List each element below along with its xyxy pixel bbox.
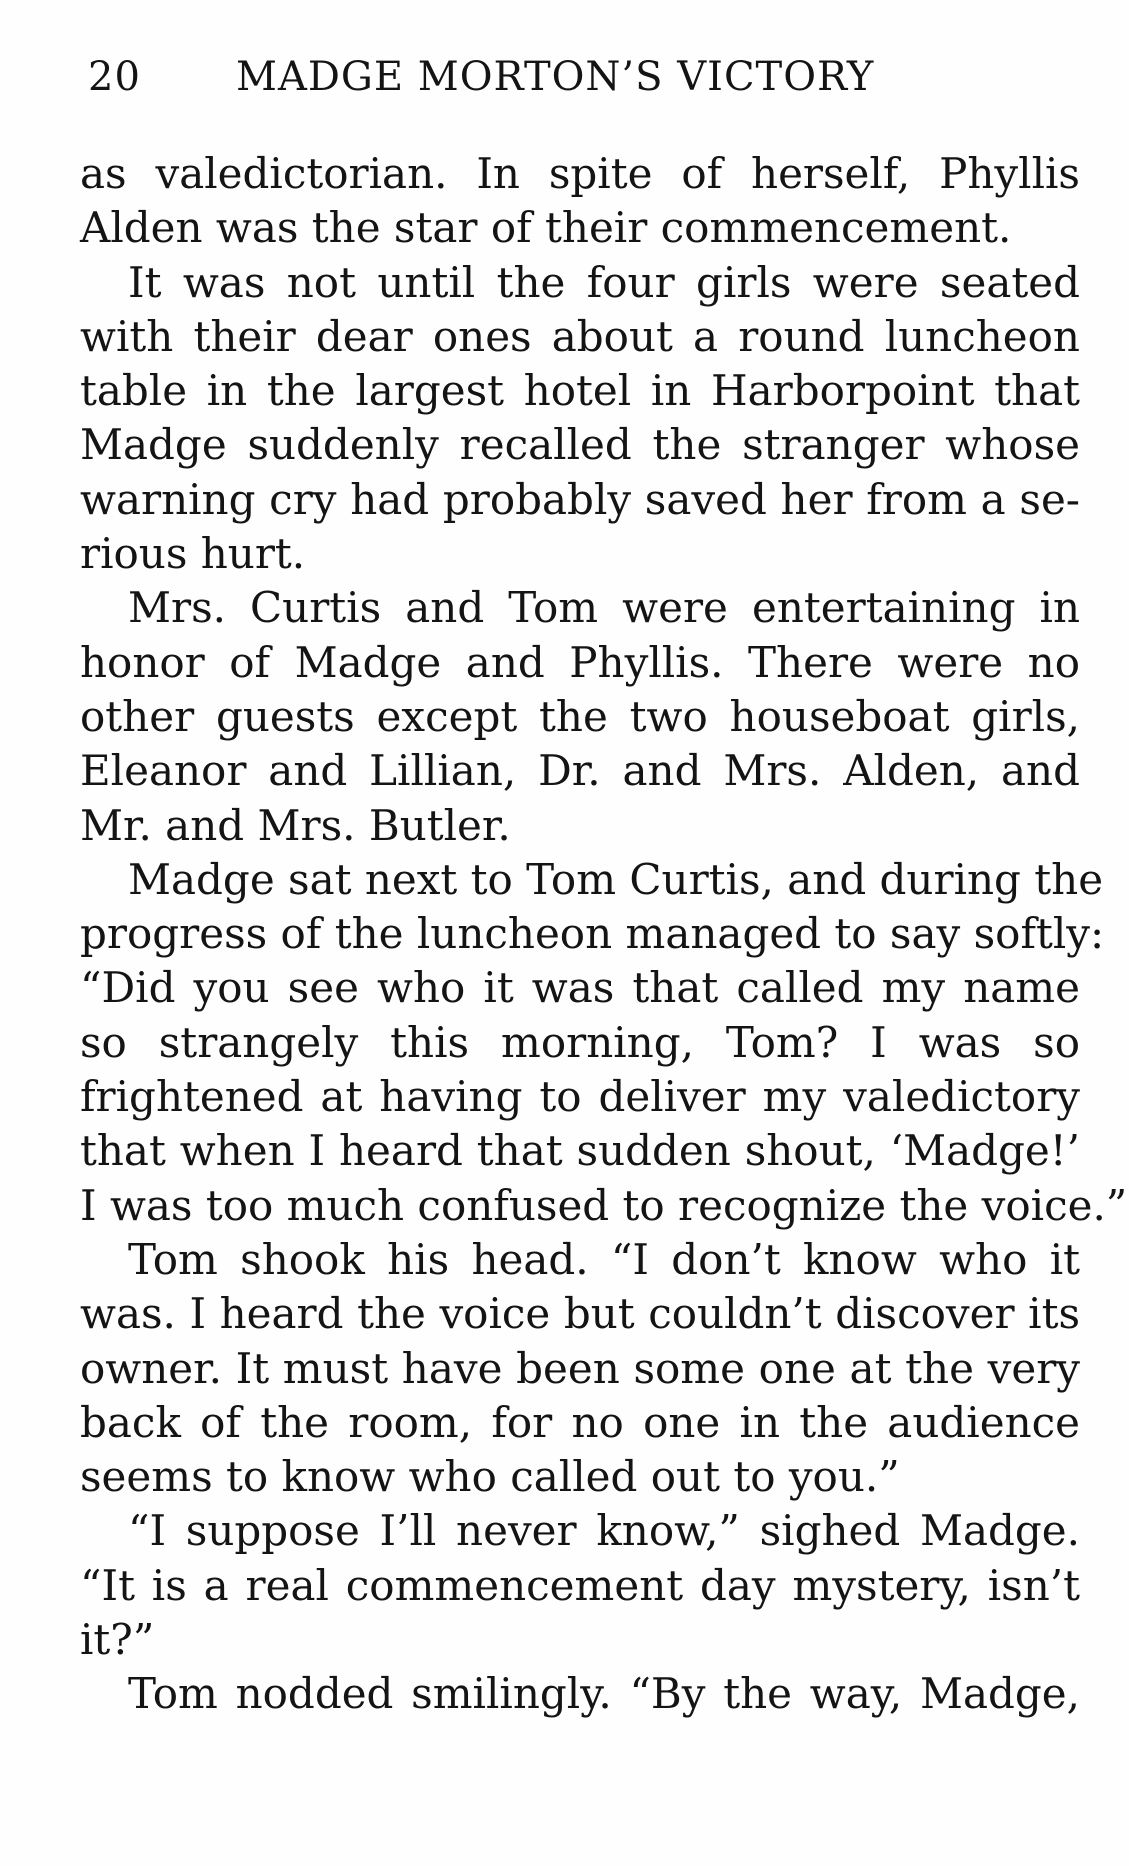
text-line: Madge suddenly recalled the stranger whose — [80, 420, 1080, 470]
text-line: “I suppose I’ll never know,” sighed Madge. — [128, 1506, 1080, 1556]
text-line: seems to know who called out to you.” — [80, 1452, 900, 1502]
running-head: MADGE MORTON’S VICTORY — [236, 54, 875, 100]
text-line: that when I heard that sudden shout, ‘Madge!’ — [80, 1126, 1080, 1176]
text-line: as valedictorian. In spite of herself, Phyllis — [80, 149, 1080, 198]
text-line: Alden was the star of their commencement. — [80, 203, 1012, 253]
text-line: other guests except the two houseboat girls, — [80, 691, 1080, 741]
text-line: progress of the luncheon managed to say softly: — [80, 909, 1105, 959]
text-line: rious hurt. — [80, 529, 306, 579]
text-line: It was not until the four girls were seated — [128, 257, 1080, 307]
page-header — [88, 46, 1008, 108]
text-line: back of the room, for no one in the audience — [80, 1397, 1080, 1447]
text-line: so strangely this morning, Tom? I was so — [80, 1017, 1080, 1067]
page-number: 20 — [88, 54, 141, 100]
text-line: Mr. and Mrs. Butler. — [80, 800, 511, 850]
text-line: warning cry had probably saved her from a se- — [80, 474, 1080, 524]
text-line: Mrs. Curtis and Tom were entertaining in — [128, 583, 1080, 633]
text-line: it?” — [80, 1615, 155, 1665]
body-text — [80, 147, 1128, 1722]
text-line: owner. It must have been some one at the very — [80, 1343, 1080, 1393]
text-line: I was too much confused to recognize the voice.” — [80, 1180, 1128, 1230]
text-line: table in the largest hotel in Harborpoint that — [80, 366, 1080, 416]
text-line: honor of Madge and Phyllis. There were no — [80, 637, 1080, 687]
text-line: frightened at having to deliver my valedictory — [80, 1072, 1080, 1122]
text-line: Tom nodded smilingly. “By the way, Madge, — [128, 1669, 1080, 1719]
text-line: with their dear ones about a round luncheon — [80, 311, 1080, 361]
text-line: Madge sat next to Tom Curtis, and during the — [128, 854, 1104, 904]
text-line: “Did you see who it was that called my name — [80, 963, 1080, 1013]
text-line: Eleanor and Lillian, Dr. and Mrs. Alden, and — [80, 746, 1080, 796]
text-line: was. I heard the voice but couldn’t discover its — [80, 1289, 1080, 1339]
text-line: “It is a real commencement day mystery, isn’t — [80, 1560, 1080, 1610]
text-line: Tom shook his head. “I don’t know who it — [128, 1234, 1080, 1284]
